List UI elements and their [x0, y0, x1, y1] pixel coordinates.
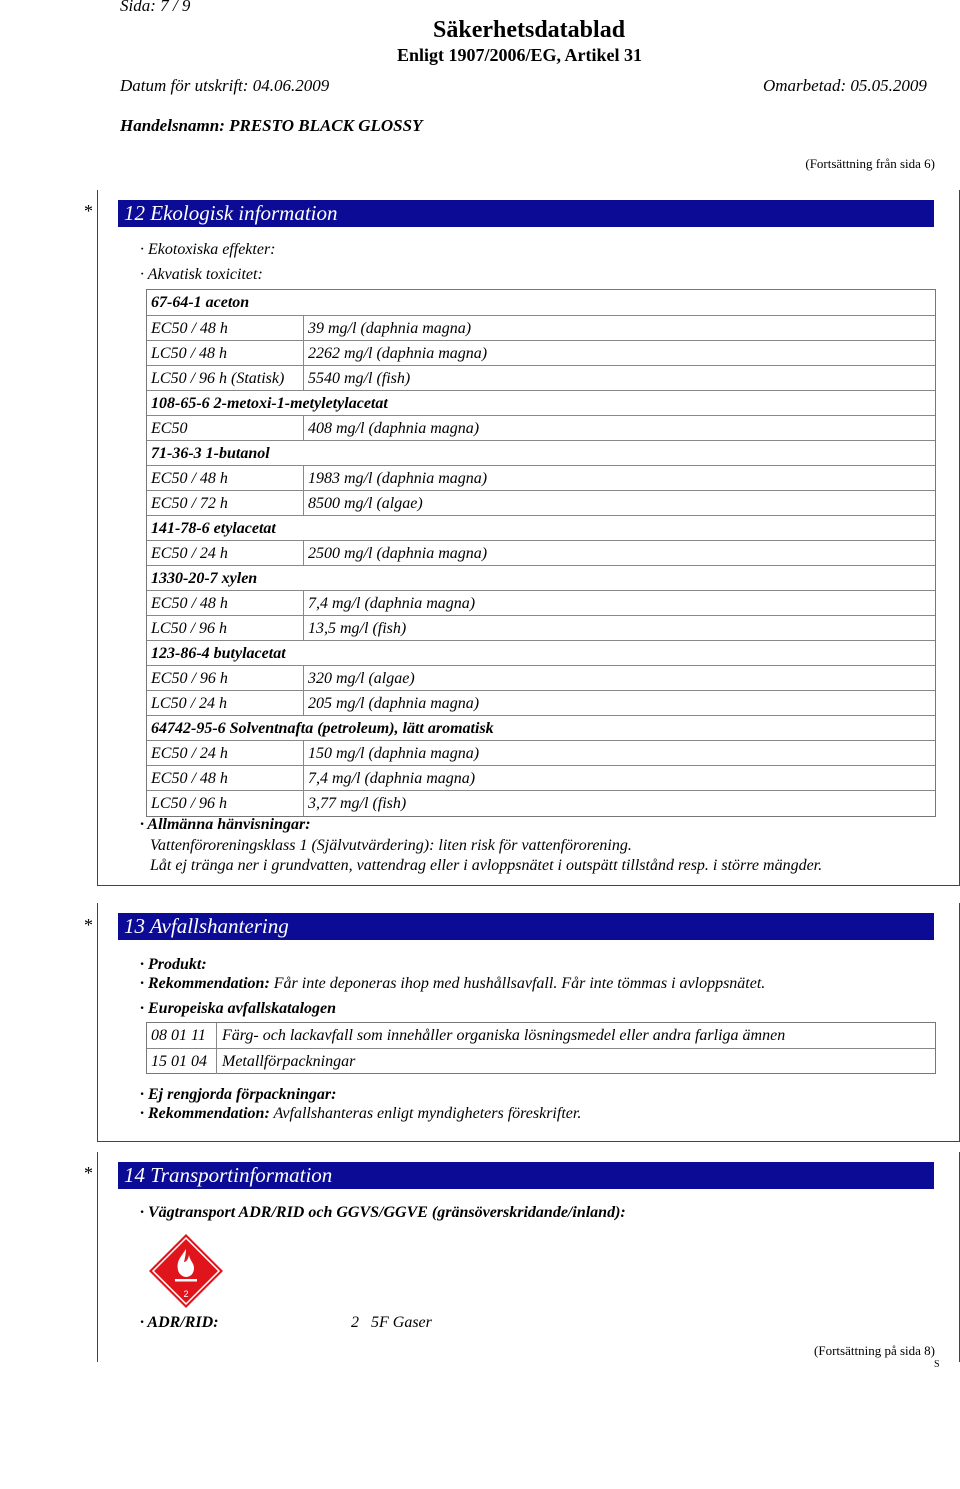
- column-divider: [303, 591, 304, 616]
- substance-row: [147, 390, 935, 416]
- flammable-gas-hazard-icon-graphic: [148, 1233, 224, 1309]
- table-row: [147, 765, 935, 791]
- test-type: EC50 / 24 h: [151, 745, 228, 762]
- substance-name: 67-64-1 aceton: [151, 294, 250, 311]
- column-divider: [216, 1023, 217, 1048]
- substance-name: 123-86-4 butylacetat: [151, 645, 286, 662]
- substance-name: 1330-20-7 xylen: [151, 570, 258, 587]
- test-value: 8500 mg/l (algae): [308, 495, 423, 512]
- test-type: EC50: [151, 420, 188, 437]
- document-title: Säkerhetsdatablad: [433, 17, 626, 43]
- waste-catalog-table: [146, 1022, 936, 1074]
- table-row: [147, 415, 935, 441]
- test-type: LC50 / 48 h: [151, 345, 228, 362]
- test-value: 7,4 mg/l (daphnia magna): [308, 595, 476, 612]
- test-type: EC50 / 48 h: [151, 770, 228, 787]
- substance-row: [147, 515, 935, 541]
- waste-code: 08 01 11: [151, 1027, 206, 1044]
- table-row: [147, 1023, 935, 1048]
- column-divider: [216, 1049, 217, 1074]
- waste-description: Färg- och lackavfall som innehåller organiska lösningsmedel eller andra farliga ämnen: [222, 1027, 786, 1044]
- test-type: EC50 / 48 h: [151, 595, 228, 612]
- column-divider: [303, 666, 304, 691]
- test-value: 2262 mg/l (daphnia magna): [308, 345, 488, 362]
- test-value: 1983 mg/l (daphnia magna): [308, 470, 488, 487]
- waste-description: Metallförpackningar: [222, 1053, 356, 1070]
- trade-name: Handelsnamn: PRESTO BLACK GLOSSY: [120, 116, 423, 135]
- waste-code: 15 01 04: [151, 1053, 207, 1070]
- column-divider: [303, 616, 304, 641]
- uncleaned-packaging-label: · Ej rengjorda förpackningar:: [140, 1086, 337, 1103]
- column-divider: [303, 416, 304, 441]
- substance-row: [147, 440, 935, 466]
- table-row: [147, 315, 935, 341]
- test-type: EC50 / 48 h: [151, 320, 228, 337]
- revised-date: Omarbetad: 05.05.2009: [763, 76, 927, 95]
- general-notes-line1: Vattenföroreningsklass 1 (Självutvärdering): liten risk för vattenförorening.: [150, 837, 632, 854]
- test-value: 13,5 mg/l (fish): [308, 620, 407, 637]
- column-divider: [303, 691, 304, 716]
- column-divider: [303, 316, 304, 341]
- test-value: 2500 mg/l (daphnia magna): [308, 545, 488, 562]
- column-divider: [303, 791, 304, 816]
- table-row: [147, 490, 935, 516]
- recommendation2-label: · Rekommendation:: [140, 1105, 270, 1122]
- test-type: EC50 / 96 h: [151, 670, 228, 687]
- table-row: [147, 615, 935, 641]
- test-value: 7,4 mg/l (daphnia magna): [308, 770, 476, 787]
- continued-to: (Fortsättning på sida 8): [814, 1343, 935, 1358]
- product-label: [140, 956, 207, 974]
- document-subtitle: Enligt 1907/2006/EG, Artikel 31: [397, 45, 643, 65]
- test-type: LC50 / 96 h (Statisk): [151, 370, 285, 387]
- section-12-title: 12 Ekologisk information: [124, 201, 338, 225]
- column-divider: [303, 341, 304, 366]
- test-value: 5540 mg/l (fish): [308, 370, 411, 387]
- substance-row: [147, 715, 935, 741]
- substance-row: [147, 640, 935, 666]
- table-row: [147, 790, 935, 816]
- changed-marker: *: [84, 915, 93, 935]
- test-value: 320 mg/l (algae): [308, 670, 415, 687]
- road-transport-label: · Vägtransport ADR/RID och GGVS/GGVE (gränsöverskridande/inland):: [140, 1204, 626, 1221]
- section-14-title: 14 Transportinformation: [124, 1163, 333, 1187]
- substance-name: 141-78-6 etylacetat: [151, 520, 276, 537]
- column-divider: [303, 541, 304, 566]
- changed-marker: *: [84, 1163, 93, 1183]
- substance-row: [147, 290, 935, 315]
- table-row: [147, 665, 935, 691]
- table-row: [147, 690, 935, 716]
- continued-from: (Fortsättning från sida 6): [805, 156, 935, 171]
- test-type: EC50 / 24 h: [151, 545, 228, 562]
- test-type: LC50 / 24 h: [151, 695, 228, 712]
- section-14-frame: [97, 1152, 960, 1362]
- flammable-gas-hazard-icon: [148, 1233, 224, 1309]
- hazard-class-number: 2: [183, 1289, 189, 1299]
- substance-name: 108-65-6 2-metoxi-1-metyletylacetat: [151, 395, 388, 412]
- adr-rid-label: · ADR/RID:: [140, 1314, 219, 1331]
- column-divider: [303, 741, 304, 766]
- table-row: [147, 590, 935, 616]
- test-type: LC50 / 96 h: [151, 620, 228, 637]
- column-divider: [303, 366, 304, 391]
- test-type: EC50 / 48 h: [151, 470, 228, 487]
- substance-row: [147, 565, 935, 591]
- recommendation2-text: Avfallshanteras enligt myndigheters föreskrifter.: [273, 1105, 582, 1122]
- table-row: [147, 340, 935, 366]
- waste-catalog-label: · Europeiska avfallskatalogen: [140, 1000, 337, 1017]
- recommendation-line: [140, 975, 765, 993]
- test-value: 3,77 mg/l (fish): [308, 795, 407, 812]
- toxicity-table: [146, 289, 936, 817]
- table-row: [147, 465, 935, 491]
- column-divider: [303, 466, 304, 491]
- adr-rid-value: 2 5F Gaser: [351, 1314, 432, 1331]
- substance-name: 64742-95-6 Solventnafta (petroleum), lätt aromatisk: [151, 720, 494, 737]
- column-divider: [303, 766, 304, 791]
- test-value: 150 mg/l (daphnia magna): [308, 745, 480, 762]
- substance-name: 71-36-3 1-butanol: [151, 445, 270, 462]
- table-row: [147, 540, 935, 566]
- column-divider: [303, 491, 304, 516]
- test-type: EC50 / 72 h: [151, 495, 228, 512]
- changed-marker: *: [84, 201, 93, 221]
- test-value: 205 mg/l (daphnia magna): [308, 695, 480, 712]
- page-number: Sida: 7 / 9: [120, 0, 191, 15]
- product-label-text: · Produkt:: [140, 956, 207, 973]
- test-type: LC50 / 96 h: [151, 795, 228, 812]
- section-13-title: 13 Avfallshantering: [124, 914, 289, 938]
- general-notes-label: · Allmänna hänvisningar:: [140, 816, 311, 833]
- general-notes-line2: Låt ej tränga ner i grundvatten, vattendrag eller i avloppsnätet i outspätt tillstånd resp. i större mängder.: [150, 857, 823, 874]
- aquatic-tox-label: · Akvatisk toxicitet:: [140, 266, 263, 283]
- print-date: Datum för utskrift: 04.06.2009: [120, 76, 330, 95]
- ecotox-label: · Ekotoxiska effekter:: [140, 241, 276, 258]
- recommendation-text: Får inte deponeras ihop med hushållsavfall. Får inte tömmas i avloppsnätet.: [273, 975, 766, 992]
- recommendation-label: · Rekommendation:: [140, 975, 270, 992]
- recommendation2-line: [140, 1105, 581, 1123]
- table-row: [147, 740, 935, 766]
- test-value: 39 mg/l (daphnia magna): [308, 320, 472, 337]
- adr-rid-line: [140, 1314, 219, 1332]
- test-value: 408 mg/l (daphnia magna): [308, 420, 480, 437]
- table-row: [147, 1048, 935, 1074]
- table-row: [147, 365, 935, 391]
- footer-mark: S: [934, 1359, 940, 1370]
